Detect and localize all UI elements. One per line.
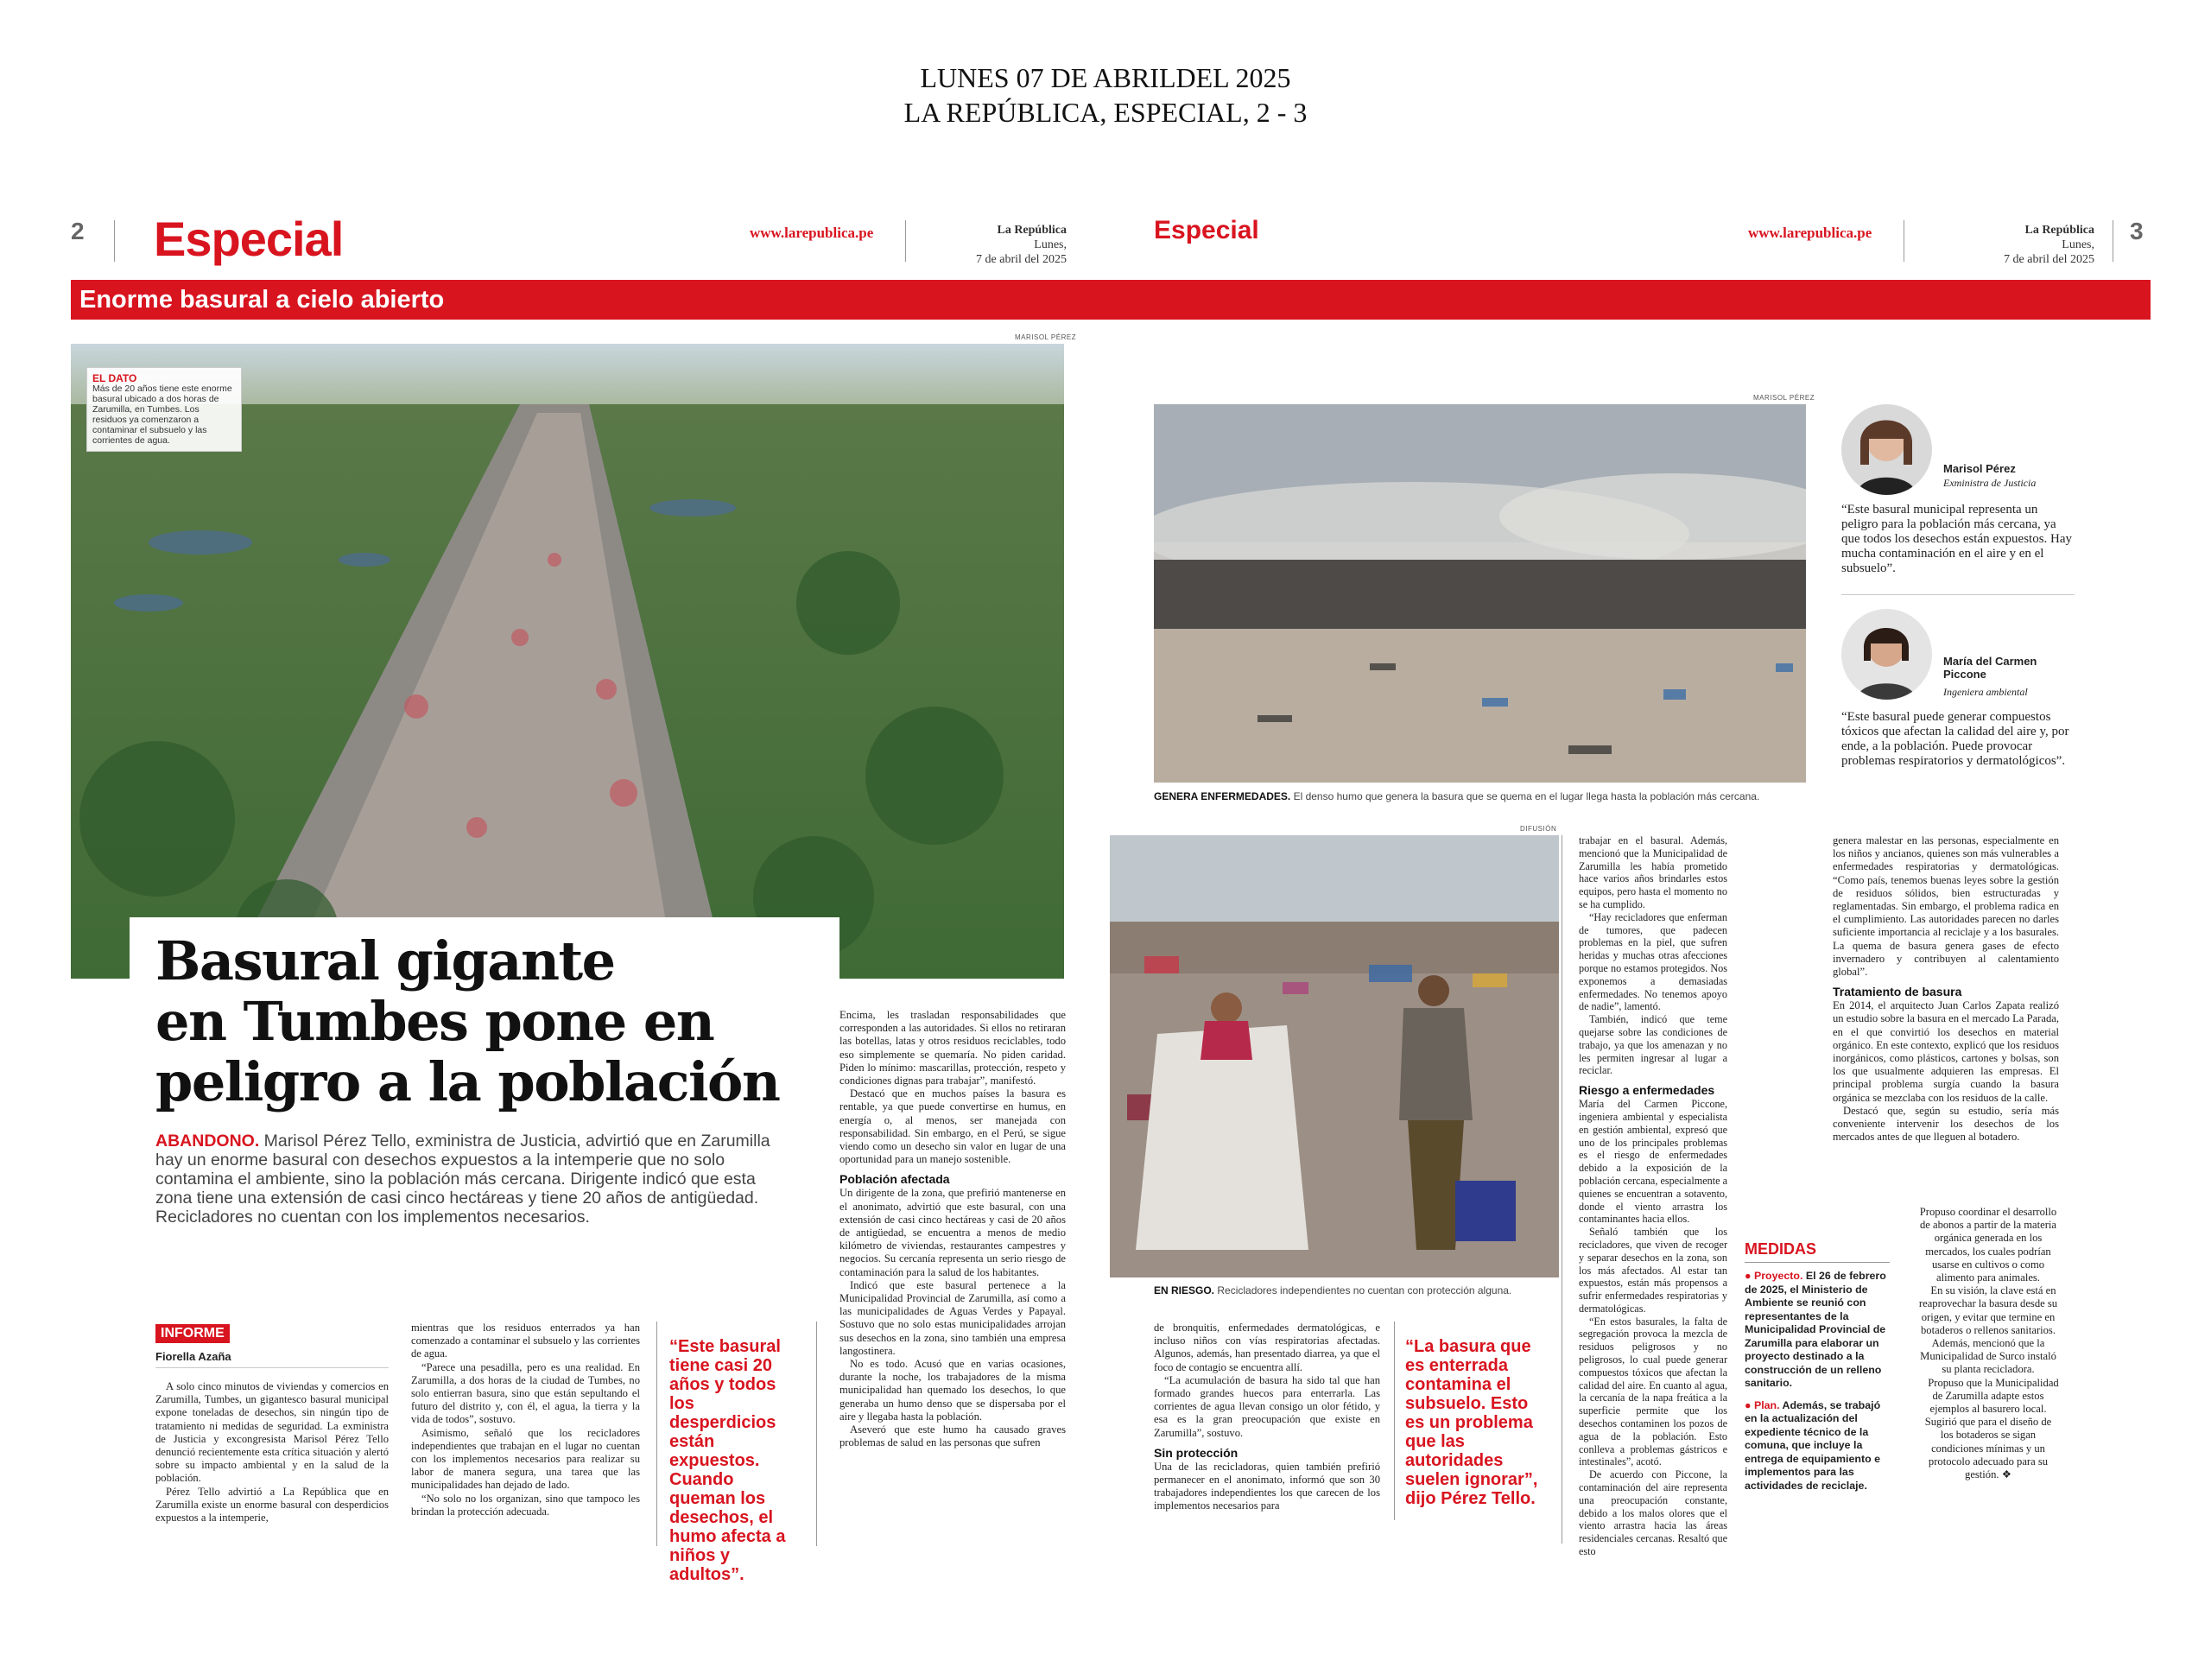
portrait-marisol xyxy=(1841,404,1932,495)
dato-text: Más de 20 años tiene este enorme basural ubicado a dos horas de Zarumilla, en Tumbes. Los residuos ya comenzaron a contaminar el subsuelo y las corrientes de agua. xyxy=(92,384,232,446)
paragraph: De acuerdo con Piccone, la contaminación del aire representa una preocupación constante, debido a los malos olores que el viento arrastra hacia las áreas residenciales cercanas. Resaltó que esto xyxy=(1579,1468,1727,1558)
paragraph: “La acumulación de basura ha sido tal que han formado grandes huecos para enterrarla. Las corrientes de agua llevan consigo un olor fétido, y esa es la gran preocupación que existe en Zarumilla”, sostuvo. xyxy=(1154,1373,1380,1439)
headline-line: en Tumbes pone en xyxy=(155,990,714,1053)
caption-text: Recicladores independientes no cuentan con protección alguna. xyxy=(1214,1284,1512,1296)
paragraph: Aseveró que este humo ha causado graves problemas de salud en las personas que sufren xyxy=(839,1423,1066,1449)
medidas-text: El 26 de febrero de 2025, el Ministerio de Ambiente se reunió con representantes de la Municipalidad Provincial de Zarumilla para elaborar un proyecto destinado a la construcción de un relleno sanitario. xyxy=(1745,1270,1886,1389)
paragraph: No es todo. Acusó que en varias ocasiones, durante la noche, los trabajadores de la misma municipalidad han quemado los desechos, lo que generaba un humo denso que se dispersaba por el aire y llegaba hasta la población. xyxy=(839,1358,1066,1423)
person1-quote: “Este basural municipal representa un peligro para la población más cercana, ya que todos los desechos están expuestos. Hay mucha contaminación en el aire y en el subsuelo”. xyxy=(1841,503,2073,575)
medidas-text: Además, se trabajó en la actualización del expediente técnico de la comuna, que incluye la entrega de equipamiento e implementos para las actividades de reciclaje. xyxy=(1745,1398,1881,1492)
informe-label: INFORME xyxy=(155,1324,230,1343)
article-col-3 xyxy=(839,1009,1066,1450)
lead-label: ABANDONO. xyxy=(155,1132,260,1151)
clipping-source: LA REPÚBLICA, ESPECIAL, 2 - 3 xyxy=(903,97,1308,128)
medidas-title: MEDIDAS xyxy=(1745,1240,1817,1258)
masthead-name: La República xyxy=(997,224,1067,237)
paragraph: Asimismo, señaló que los recicladores independientes que trabajan en el lugar no cuentan con los implementos necesarios para realizar su labor de manera segura, una tarea que las municipalidades han dejado de lado. xyxy=(411,1426,640,1492)
page-number-right: 3 xyxy=(2130,218,2144,244)
medidas-item: ● Proyecto. El 26 de febrero de 2025, el Ministerio de Ambiente se reunió con representantes de la Municipalidad Provincial de Zarumilla para elaborar un proyecto destinado a la construcción de un relleno sanitario. xyxy=(1745,1270,1886,1389)
medidas-item: ● Plan. Además, se trabajó en la actualización del expediente técnico de la comuna, que incluye la entrega de equipamiento e implementos para las actividades de reciclaje. xyxy=(1745,1398,1881,1492)
subhead-riesgo: Riesgo a enfermedades xyxy=(1579,1083,1715,1098)
caption-text: El denso humo que genera la basura que se quema en el lugar llega hasta la población más cercana. xyxy=(1290,790,1760,802)
dato-box xyxy=(86,367,242,452)
author-byline: Fiorella Azaña xyxy=(155,1350,231,1363)
headline-line: Basural gigante xyxy=(155,929,615,992)
masthead-day: Lunes, xyxy=(2062,238,2094,251)
paragraph: “En estos basurales, la falta de segregación provoca la mezcla de residuos peligrosos y no peligrosos, lo cual puede generar compuestos tóxicos que afectan la calidad del aire. En cuanto al agua, la cercanía de la napa freática a la superficie permite que los desechos contaminen los pozos de agua de la población. Esto conlleva a problemas gástricos e intestinales”, acotó. xyxy=(1579,1315,1727,1468)
article-col-6b xyxy=(1917,1206,2059,1481)
person2-quote: “Este basural puede generar compuestos tóxicos que afectan la calidad del aire y, por ende, a la población. Puede provocar problemas respiratorios y dermatológicos”. xyxy=(1841,710,2069,768)
person1-name: Marisol Pérez xyxy=(1943,462,2016,475)
paragraph: “Parece una pesadilla, pero es una realidad. En Zarumilla, a dos horas de la ciudad de Tumbes, no solo entierran basura, sino que están sepultando el futuro del distrito y, con él, el agua, la tierra y la vida de todos”, sostuvo. xyxy=(411,1360,640,1426)
headline-line: peligro a la población xyxy=(155,1050,780,1113)
headline xyxy=(155,931,829,1113)
paragraph: Indicó que este basural pertenece a la Municipalidad Provincial de Zarumilla, así como a las municipalidades de Aguas Verdes y Papayal. Sostuvo que no solo estas municipalidades arrojan sus desechos en la zona, sino también una empresa langostinera. xyxy=(839,1278,1066,1357)
paragraph: Propuso que la Municipalidad de Zarumilla adapte estos ejemplos al basurero local. Sugirió que para el diseño de los botaderos se sigan condiciones mínimas y un protocolo adecuado para su gestión. ❖ xyxy=(1924,1376,2059,1481)
person1-role: Exministra de Justicia xyxy=(1943,477,2037,489)
masthead-day: Lunes, xyxy=(1034,238,1067,251)
paragraph: “Hay recicladores que enferman de tumores, que padecen problemas en la piel, que sufren heridas y muchas otras afecciones porque no estamos protegidos. Nos exponemos a demasiadas enfermedades. No tenemos apoyo de nadie”, lamentó. xyxy=(1579,910,1727,1013)
paragraph: Destacó que, según su estudio, sería más conveniente intervenir los desechos de los mercados antes de que lleguen al botadero. xyxy=(1833,1104,2059,1144)
section-title-left: Especial xyxy=(154,212,344,266)
article-col-5 xyxy=(1579,834,1727,1558)
photo-credit: MARISOL PÉREZ xyxy=(1753,394,1815,402)
photo2-caption xyxy=(1154,1284,1586,1296)
paragraph: Destacó que en muchos países la basura es rentable, ya que puede convertirse en humus, en energía o, al menos, ser manejada con responsabilidad. Sin embargo, en el Perú, se sigue viendo como un desecho sin valor en lugar de una oportunidad para un manejo sostenible. xyxy=(839,1087,1066,1166)
paragraph: Una de las recicladoras, quien también prefirió permanecer en el anonimato, informó que son 30 trabajadores independientes los que carecen de los implementos necesarios para xyxy=(1154,1460,1380,1512)
paragraph: mientras que los residuos enterrados ya han comenzado a contaminar el subsuelo y las corrientes de agua. xyxy=(411,1322,640,1360)
photo-credit: MARISOL PÉREZ xyxy=(1015,333,1077,341)
subhead-poblacion: Población afectada xyxy=(839,1172,950,1187)
site-url-left[interactable]: www.larepublica.pe xyxy=(750,225,874,241)
masthead-date: 7 de abril del 2025 xyxy=(976,253,1067,266)
masthead-name: La República xyxy=(2024,224,2094,237)
paragraph: En su visión, la clave está en reaprovechar la basura desde su origen, y evitar que termine en botaderos o rellenos sanitarios. Además, mencionó que la Municipalidad de Surco instaló su planta recicladora. xyxy=(1918,1284,2058,1376)
medidas-box xyxy=(1745,1240,1890,1493)
clipping-date: LUNES 07 DE ABRILDEL 2025 xyxy=(920,62,1291,93)
paragraph: Pérez Tello advirtió a La República que en Zarumilla existe un enorme basural con desperdicios expuestos a la intemperie, xyxy=(155,1485,389,1525)
paragraph: trabajar en el basural. Además, mencionó que la Municipalidad de Zarumilla les había prometido hace varios años brindarles estos equipos, pero hasta el momento no se ha cumplido. xyxy=(1579,834,1727,910)
dato-title: EL DATO xyxy=(92,372,137,384)
caption-label: EN RIESGO. xyxy=(1154,1284,1215,1296)
informe-tag xyxy=(155,1324,230,1343)
lead-text: Marisol Pérez Tello, exministra de Justicia, advirtió que en Zarumilla hay un enorme basural con desechos expuestos a la intemperie que no solo contamina el ambiente, sino la población más cercana. Dirigente indicó que esta zona tiene una extensión de casi cinco hectáreas y tiene 20 años de antigüedad. Recicladores no cuentan con los implementos necesarios. xyxy=(155,1132,770,1227)
caption-label: GENERA ENFERMEDADES. xyxy=(1154,790,1291,802)
paragraph: A solo cinco minutos de viviendas y comercios en Zarumilla, Tumbes, un gigantesco basural municipal expone toneladas de desechos, sin ningún tipo de tratamiento ni medidas de seguridad. La exministra de Justicia y excongresista Marisol Pérez Tello denunció recientemente esta crítica situación y alertó sobre su impacto ambiental y en la salud de la población. xyxy=(155,1380,389,1485)
person2-name: María del Carmen Piccone xyxy=(1943,655,2037,681)
paragraph: En 2014, el arquitecto Juan Carlos Zapata realizó un estudio sobre la basura en el mercado La Parada, en el que convirtió los desechos en material orgánico. En este contexto, explicó que los residuos inorgánicos, como plásticos, cartones y bolsas, son los que usualmente adquieren las empresas. El principal problema surgía cuando la basura orgánica se mezclaba con los residuos de la calle. xyxy=(1833,999,2059,1104)
medidas-label: Plan. xyxy=(1753,1398,1780,1411)
article-col-1 xyxy=(155,1380,389,1525)
subhead-tratamiento: Tratamiento de basura xyxy=(1833,985,1962,999)
site-url-right[interactable]: www.larepublica.pe xyxy=(1748,225,1872,241)
section-title-right: Especial xyxy=(1154,216,1259,244)
paragraph: Encima, les trasladan responsabilidades que corresponden a las autoridades. Si ellos no retiraran las botellas, latas y otros residuos reciclables, todo eso simplemente se quemaría. No piden caridad. Piden lo mínimo: mascarillas, protección, respeto y condiciones dignas para trabajar”, manifestó. xyxy=(839,1009,1066,1087)
masthead-right xyxy=(1961,223,2094,267)
paragraph: “No solo no los organizan, sino que tampoco les brindan la protección adecuada. xyxy=(411,1492,640,1518)
page-number-left: 2 xyxy=(71,218,85,244)
photo-credit: DIFUSIÓN xyxy=(1520,825,1557,833)
paragraph: Señaló también que los recicladores, que viven de recoger y separar desechos en la zona, son los más afectados. Al estar tan expuestos, están más propensos a sufrir enfermedades respiratorias y dermatológicas. xyxy=(1579,1226,1727,1315)
recyclers-photo xyxy=(1110,835,1559,1277)
photo1-caption xyxy=(1154,790,1845,802)
paragraph: genera malestar en las personas, especialmente en los niños y ancianos, quienes son más vulnerables a enfermedades respiratorias y dermatológicas. “Como país, tenemos buenas leyes sobre la gestión de residuos sólidos, bien estructuradas y reglamentadas. Sin embargo, el problema radica en el cumplimiento. Las autoridades parecen no darles suficiente importancia al reciclaje y a los basurales. La quema de basura genera gases de efecto invernadero y contribuyen al calentamiento global”. xyxy=(1833,834,2059,979)
paragraph: María del Carmen Piccone, ingeniera ambiental y especialista en gestión ambiental, expresó que uno de los principales problemas es el riesgo de enfermedades debido a la exposición de la población cercana, especialmente a quienes se encuentran a sotavento, donde el viento arrastra los contaminantes hacia ellos. xyxy=(1579,1098,1727,1226)
article-col-2 xyxy=(411,1322,640,1518)
subhead-sin-proteccion: Sin protección xyxy=(1154,1445,1239,1460)
masthead-date: 7 de abril del 2025 xyxy=(2004,253,2094,266)
medidas-label: Proyecto. xyxy=(1753,1270,1803,1282)
article-col-4 xyxy=(1154,1322,1380,1513)
banner-title: Enorme basural a cielo abierto xyxy=(79,286,445,314)
article-col-6 xyxy=(1833,834,2059,1144)
paragraph: de bronquitis, enfermedades dermatológicas, e incluso niños con vías respiratorias afectadas. Algunos, además, han presentado diarrea, ya que el foco de contagio se encuentra allí. xyxy=(1154,1322,1380,1373)
section-banner xyxy=(71,280,2151,320)
portrait-piccone xyxy=(1841,609,1932,700)
pull-quote-left: “Este basural tiene casi 20 años y todos los desperdicios están expuestos. Cuando queman los desechos, el humo afecta a niños y adultos”. xyxy=(669,1337,786,1584)
pull-quote-right: “La basura que es enterrada contamina el subsuelo. Esto es un problema que las autoridades suelen ignorar”, dijo Pérez Tello. xyxy=(1405,1337,1538,1508)
person2-role: Ingeniera ambiental xyxy=(1943,686,2028,698)
paragraph: Un dirigente de la zona, que prefirió mantenerse en el anonimato, advirtió que este basural, con una extensión de casi cinco hectáreas y casi de 20 años de antigüedad, se encuentra a menos de medio kilómetro de viviendas, restaurantes campestres y negocios. Su cercanía representa un serio riesgo de contaminación para la salud de los habitantes. xyxy=(839,1187,1066,1278)
masthead-left xyxy=(933,223,1067,267)
paragraph: Propuso coordinar el desarrollo de abonos a partir de la materia orgánica generada en los mercados, los cuales podrían usarse en cultivos o como alimento para animales. xyxy=(1919,1206,2057,1284)
paragraph: También, indicó que teme quejarse sobre las condiciones de trabajo, ya que los amenazan y no les permiten ingresar al lugar a reciclar. xyxy=(1579,1013,1727,1077)
smoke-photo xyxy=(1154,404,1806,783)
lead-paragraph xyxy=(155,1132,784,1227)
